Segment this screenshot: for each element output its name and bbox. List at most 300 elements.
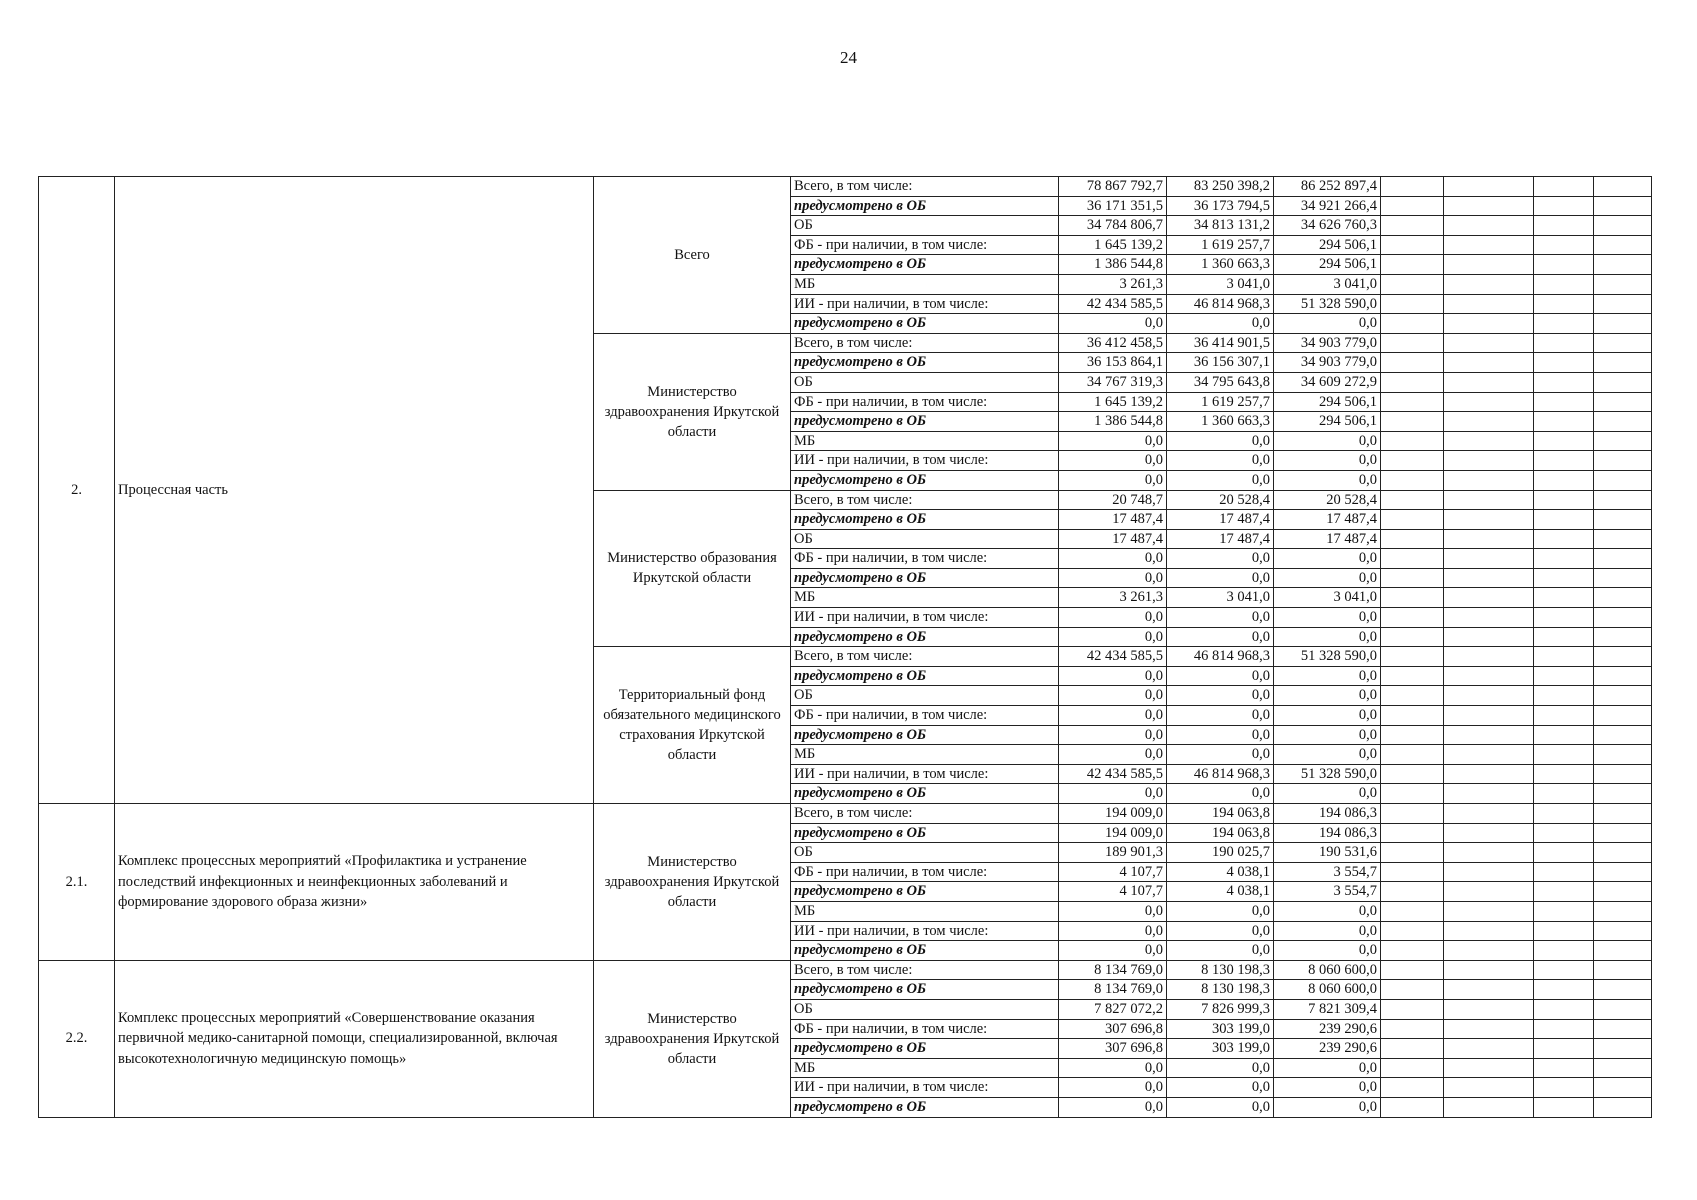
amount-cell: 7 827 072,2 xyxy=(1059,999,1167,1019)
funding-source: предусмотрено в ОБ xyxy=(791,941,1059,961)
amount-cell: 194 086,3 xyxy=(1274,804,1381,824)
amount-cell: 36 414 901,5 xyxy=(1167,333,1274,353)
amount-cell: 194 063,8 xyxy=(1167,804,1274,824)
funding-source: МБ xyxy=(791,901,1059,921)
funding-source: предусмотрено в ОБ xyxy=(791,568,1059,588)
empty-cell xyxy=(1381,745,1444,765)
empty-cell xyxy=(1444,1039,1534,1059)
empty-cell xyxy=(1534,960,1594,980)
amount-cell: 0,0 xyxy=(1167,568,1274,588)
funding-source: предусмотрено в ОБ xyxy=(791,784,1059,804)
funding-source: ОБ xyxy=(791,843,1059,863)
empty-cell xyxy=(1444,647,1534,667)
funding-source: ИИ - при наличии, в том числе: xyxy=(791,451,1059,471)
empty-cell xyxy=(1444,274,1534,294)
amount-cell: 0,0 xyxy=(1274,784,1381,804)
amount-cell: 17 487,4 xyxy=(1167,510,1274,530)
empty-cell xyxy=(1381,216,1444,236)
empty-cell xyxy=(1594,451,1652,471)
empty-cell xyxy=(1594,823,1652,843)
empty-cell xyxy=(1444,1058,1534,1078)
empty-cell xyxy=(1444,549,1534,569)
empty-cell xyxy=(1594,470,1652,490)
amount-cell: 1 360 663,3 xyxy=(1167,412,1274,432)
amount-cell: 1 645 139,2 xyxy=(1059,392,1167,412)
amount-cell: 239 290,6 xyxy=(1274,1039,1381,1059)
amount-cell: 0,0 xyxy=(1167,784,1274,804)
empty-cell xyxy=(1381,333,1444,353)
amount-cell: 51 328 590,0 xyxy=(1274,294,1381,314)
amount-cell: 20 528,4 xyxy=(1167,490,1274,510)
amount-cell: 34 903 779,0 xyxy=(1274,353,1381,373)
amount-cell: 34 626 760,3 xyxy=(1274,216,1381,236)
amount-cell: 42 434 585,5 xyxy=(1059,764,1167,784)
empty-cell xyxy=(1444,216,1534,236)
empty-cell xyxy=(1444,843,1534,863)
empty-cell xyxy=(1381,999,1444,1019)
empty-cell xyxy=(1594,412,1652,432)
amount-cell: 194 086,3 xyxy=(1274,823,1381,843)
empty-cell xyxy=(1444,1078,1534,1098)
empty-cell xyxy=(1534,470,1594,490)
amount-cell: 294 506,1 xyxy=(1274,392,1381,412)
amount-cell: 0,0 xyxy=(1274,666,1381,686)
empty-cell xyxy=(1381,706,1444,726)
empty-cell xyxy=(1381,960,1444,980)
empty-cell xyxy=(1594,941,1652,961)
funding-source: предусмотрено в ОБ xyxy=(791,412,1059,432)
amount-cell: 0,0 xyxy=(1059,1058,1167,1078)
funding-source: ФБ - при наличии, в том числе: xyxy=(791,862,1059,882)
amount-cell: 4 038,1 xyxy=(1167,882,1274,902)
empty-cell xyxy=(1594,725,1652,745)
empty-cell xyxy=(1594,999,1652,1019)
empty-cell xyxy=(1381,588,1444,608)
empty-cell xyxy=(1594,196,1652,216)
amount-cell: 239 290,6 xyxy=(1274,1019,1381,1039)
empty-cell xyxy=(1444,451,1534,471)
empty-cell xyxy=(1594,333,1652,353)
funding-source: предусмотрено в ОБ xyxy=(791,1039,1059,1059)
amount-cell: 34 903 779,0 xyxy=(1274,333,1381,353)
amount-cell: 0,0 xyxy=(1167,921,1274,941)
empty-cell xyxy=(1594,216,1652,236)
empty-cell xyxy=(1444,294,1534,314)
empty-cell xyxy=(1534,706,1594,726)
empty-cell xyxy=(1381,784,1444,804)
amount-cell: 0,0 xyxy=(1274,314,1381,334)
amount-cell: 307 696,8 xyxy=(1059,1019,1167,1039)
amount-cell: 0,0 xyxy=(1274,451,1381,471)
amount-cell: 0,0 xyxy=(1167,314,1274,334)
amount-cell: 0,0 xyxy=(1167,1097,1274,1117)
funding-source: МБ xyxy=(791,588,1059,608)
amount-cell: 0,0 xyxy=(1274,901,1381,921)
empty-cell xyxy=(1444,177,1534,197)
amount-cell: 0,0 xyxy=(1167,1078,1274,1098)
amount-cell: 20 528,4 xyxy=(1274,490,1381,510)
amount-cell: 0,0 xyxy=(1059,627,1167,647)
amount-cell: 0,0 xyxy=(1274,608,1381,628)
amount-cell: 0,0 xyxy=(1167,706,1274,726)
empty-cell xyxy=(1381,764,1444,784)
funding-table xyxy=(38,176,1652,1118)
empty-cell xyxy=(1534,431,1594,451)
funding-source: ФБ - при наличии, в том числе: xyxy=(791,1019,1059,1039)
empty-cell xyxy=(1444,392,1534,412)
amount-cell: 17 487,4 xyxy=(1059,529,1167,549)
amount-cell: 3 261,3 xyxy=(1059,588,1167,608)
amount-cell: 0,0 xyxy=(1274,1078,1381,1098)
empty-cell xyxy=(1444,1019,1534,1039)
funding-source: ОБ xyxy=(791,686,1059,706)
empty-cell xyxy=(1594,843,1652,863)
empty-cell xyxy=(1594,1039,1652,1059)
amount-cell: 0,0 xyxy=(1059,686,1167,706)
empty-cell xyxy=(1381,431,1444,451)
empty-cell xyxy=(1444,823,1534,843)
amount-cell: 303 199,0 xyxy=(1167,1039,1274,1059)
amount-cell: 46 814 968,3 xyxy=(1167,764,1274,784)
funding-source: ФБ - при наличии, в том числе: xyxy=(791,706,1059,726)
empty-cell xyxy=(1444,901,1534,921)
empty-cell xyxy=(1381,549,1444,569)
executor-name: Министерство здравоохранения Иркутской области xyxy=(594,960,791,1117)
amount-cell: 1 386 544,8 xyxy=(1059,412,1167,432)
amount-cell: 0,0 xyxy=(1274,1097,1381,1117)
funding-source: предусмотрено в ОБ xyxy=(791,1097,1059,1117)
empty-cell xyxy=(1381,666,1444,686)
empty-cell xyxy=(1594,549,1652,569)
amount-cell: 1 619 257,7 xyxy=(1167,235,1274,255)
empty-cell xyxy=(1534,372,1594,392)
empty-cell xyxy=(1444,529,1534,549)
amount-cell: 0,0 xyxy=(1059,941,1167,961)
amount-cell: 17 487,4 xyxy=(1059,510,1167,530)
empty-cell xyxy=(1381,627,1444,647)
empty-cell xyxy=(1444,784,1534,804)
amount-cell: 34 813 131,2 xyxy=(1167,216,1274,236)
empty-cell xyxy=(1594,706,1652,726)
program-name: Комплекс процессных мероприятий «Профилактика и устранение последствий инфекционных и неинфекционных заболеваний и формирование здорового образа жизни» xyxy=(115,804,594,961)
executor-name: Всего xyxy=(594,177,791,334)
empty-cell xyxy=(1534,529,1594,549)
empty-cell xyxy=(1381,941,1444,961)
empty-cell xyxy=(1381,177,1444,197)
empty-cell xyxy=(1444,882,1534,902)
empty-cell xyxy=(1594,529,1652,549)
empty-cell xyxy=(1594,980,1652,1000)
executor-name: Министерство образования Иркутской области xyxy=(594,490,791,647)
amount-cell: 8 060 600,0 xyxy=(1274,980,1381,1000)
empty-cell xyxy=(1381,314,1444,334)
program-name: Комплекс процессных мероприятий «Совершенствование оказания первичной медико-санитарной помощи, специализированной, включая высокотехнологичную медицинскую помощь» xyxy=(115,960,594,1117)
funding-source: предусмотрено в ОБ xyxy=(791,255,1059,275)
empty-cell xyxy=(1594,686,1652,706)
empty-cell xyxy=(1381,647,1444,667)
amount-cell: 4 107,7 xyxy=(1059,882,1167,902)
empty-cell xyxy=(1534,1078,1594,1098)
program-name: Процессная часть xyxy=(115,177,594,804)
empty-cell xyxy=(1381,1058,1444,1078)
amount-cell: 8 130 198,3 xyxy=(1167,960,1274,980)
executor-name: Министерство здравоохранения Иркутской области xyxy=(594,333,791,490)
funding-source: ИИ - при наличии, в том числе: xyxy=(791,294,1059,314)
empty-cell xyxy=(1534,823,1594,843)
amount-cell: 34 795 643,8 xyxy=(1167,372,1274,392)
amount-cell: 0,0 xyxy=(1274,627,1381,647)
amount-cell: 0,0 xyxy=(1274,941,1381,961)
funding-source: МБ xyxy=(791,274,1059,294)
empty-cell xyxy=(1444,431,1534,451)
empty-cell xyxy=(1594,274,1652,294)
amount-cell: 190 531,6 xyxy=(1274,843,1381,863)
empty-cell xyxy=(1534,804,1594,824)
empty-cell xyxy=(1381,921,1444,941)
table-row xyxy=(39,804,1652,824)
amount-cell: 0,0 xyxy=(1167,941,1274,961)
amount-cell: 8 134 769,0 xyxy=(1059,980,1167,1000)
amount-cell: 189 901,3 xyxy=(1059,843,1167,863)
empty-cell xyxy=(1381,686,1444,706)
amount-cell: 0,0 xyxy=(1059,725,1167,745)
amount-cell: 17 487,4 xyxy=(1274,510,1381,530)
empty-cell xyxy=(1534,999,1594,1019)
empty-cell xyxy=(1534,568,1594,588)
amount-cell: 0,0 xyxy=(1059,549,1167,569)
amount-cell: 3 041,0 xyxy=(1274,588,1381,608)
amount-cell: 0,0 xyxy=(1059,706,1167,726)
amount-cell: 294 506,1 xyxy=(1274,412,1381,432)
empty-cell xyxy=(1444,627,1534,647)
empty-cell xyxy=(1534,627,1594,647)
empty-cell xyxy=(1381,882,1444,902)
empty-cell xyxy=(1381,510,1444,530)
amount-cell: 0,0 xyxy=(1167,608,1274,628)
empty-cell xyxy=(1594,862,1652,882)
amount-cell: 194 063,8 xyxy=(1167,823,1274,843)
amount-cell: 34 784 806,7 xyxy=(1059,216,1167,236)
funding-source: предусмотрено в ОБ xyxy=(791,882,1059,902)
amount-cell: 0,0 xyxy=(1167,745,1274,765)
empty-cell xyxy=(1381,568,1444,588)
empty-cell xyxy=(1594,764,1652,784)
amount-cell: 0,0 xyxy=(1274,725,1381,745)
empty-cell xyxy=(1444,196,1534,216)
empty-cell xyxy=(1534,725,1594,745)
empty-cell xyxy=(1381,235,1444,255)
amount-cell: 0,0 xyxy=(1059,314,1167,334)
funding-source: МБ xyxy=(791,1058,1059,1078)
empty-cell xyxy=(1534,686,1594,706)
empty-cell xyxy=(1534,1039,1594,1059)
empty-cell xyxy=(1381,725,1444,745)
amount-cell: 0,0 xyxy=(1274,1058,1381,1078)
empty-cell xyxy=(1594,1058,1652,1078)
amount-cell: 1 386 544,8 xyxy=(1059,255,1167,275)
amount-cell: 51 328 590,0 xyxy=(1274,764,1381,784)
funding-source: предусмотрено в ОБ xyxy=(791,666,1059,686)
empty-cell xyxy=(1594,177,1652,197)
amount-cell: 0,0 xyxy=(1059,568,1167,588)
amount-cell: 36 153 864,1 xyxy=(1059,353,1167,373)
empty-cell xyxy=(1534,549,1594,569)
empty-cell xyxy=(1444,372,1534,392)
row-number: 2.2. xyxy=(39,960,115,1117)
empty-cell xyxy=(1534,255,1594,275)
executor-name: Территориальный фонд обязательного медицинского страхования Иркутской области xyxy=(594,647,791,804)
empty-cell xyxy=(1444,862,1534,882)
empty-cell xyxy=(1381,294,1444,314)
funding-source: Всего, в том числе: xyxy=(791,960,1059,980)
empty-cell xyxy=(1594,1078,1652,1098)
empty-cell xyxy=(1444,941,1534,961)
funding-source: Всего, в том числе: xyxy=(791,647,1059,667)
empty-cell xyxy=(1444,314,1534,334)
amount-cell: 0,0 xyxy=(1059,745,1167,765)
empty-cell xyxy=(1594,314,1652,334)
amount-cell: 42 434 585,5 xyxy=(1059,647,1167,667)
empty-cell xyxy=(1444,353,1534,373)
empty-cell xyxy=(1444,568,1534,588)
amount-cell: 0,0 xyxy=(1167,1058,1274,1078)
amount-cell: 0,0 xyxy=(1059,431,1167,451)
funding-source: МБ xyxy=(791,745,1059,765)
amount-cell: 0,0 xyxy=(1274,470,1381,490)
amount-cell: 17 487,4 xyxy=(1274,529,1381,549)
empty-cell xyxy=(1594,901,1652,921)
empty-cell xyxy=(1381,529,1444,549)
funding-source: ИИ - при наличии, в том числе: xyxy=(791,1078,1059,1098)
empty-cell xyxy=(1381,1078,1444,1098)
amount-cell: 36 171 351,5 xyxy=(1059,196,1167,216)
empty-cell xyxy=(1381,392,1444,412)
empty-cell xyxy=(1534,980,1594,1000)
empty-cell xyxy=(1594,1019,1652,1039)
empty-cell xyxy=(1534,510,1594,530)
amount-cell: 0,0 xyxy=(1167,627,1274,647)
amount-cell: 34 767 319,3 xyxy=(1059,372,1167,392)
empty-cell xyxy=(1381,980,1444,1000)
empty-cell xyxy=(1594,235,1652,255)
empty-cell xyxy=(1444,999,1534,1019)
amount-cell: 0,0 xyxy=(1274,686,1381,706)
empty-cell xyxy=(1534,1097,1594,1117)
empty-cell xyxy=(1534,294,1594,314)
empty-cell xyxy=(1381,372,1444,392)
empty-cell xyxy=(1594,588,1652,608)
empty-cell xyxy=(1534,784,1594,804)
empty-cell xyxy=(1594,627,1652,647)
empty-cell xyxy=(1444,666,1534,686)
empty-cell xyxy=(1444,706,1534,726)
amount-cell: 0,0 xyxy=(1059,901,1167,921)
empty-cell xyxy=(1594,804,1652,824)
empty-cell xyxy=(1594,882,1652,902)
empty-cell xyxy=(1594,921,1652,941)
empty-cell xyxy=(1534,862,1594,882)
amount-cell: 0,0 xyxy=(1274,431,1381,451)
amount-cell: 0,0 xyxy=(1059,451,1167,471)
funding-source: Всего, в том числе: xyxy=(791,490,1059,510)
funding-source: Всего, в том числе: xyxy=(791,333,1059,353)
amount-cell: 4 038,1 xyxy=(1167,862,1274,882)
empty-cell xyxy=(1381,823,1444,843)
funding-source: предусмотрено в ОБ xyxy=(791,470,1059,490)
row-number: 2.1. xyxy=(39,804,115,961)
amount-cell: 34 921 266,4 xyxy=(1274,196,1381,216)
funding-source: ОБ xyxy=(791,372,1059,392)
empty-cell xyxy=(1444,804,1534,824)
amount-cell: 7 821 309,4 xyxy=(1274,999,1381,1019)
empty-cell xyxy=(1381,901,1444,921)
amount-cell: 7 826 999,3 xyxy=(1167,999,1274,1019)
amount-cell: 307 696,8 xyxy=(1059,1039,1167,1059)
amount-cell: 294 506,1 xyxy=(1274,255,1381,275)
empty-cell xyxy=(1381,1019,1444,1039)
empty-cell xyxy=(1444,588,1534,608)
amount-cell: 190 025,7 xyxy=(1167,843,1274,863)
amount-cell: 51 328 590,0 xyxy=(1274,647,1381,667)
empty-cell xyxy=(1534,274,1594,294)
empty-cell xyxy=(1534,196,1594,216)
funding-source: предусмотрено в ОБ xyxy=(791,980,1059,1000)
amount-cell: 0,0 xyxy=(1274,706,1381,726)
amount-cell: 3 041,0 xyxy=(1274,274,1381,294)
empty-cell xyxy=(1444,725,1534,745)
amount-cell: 294 506,1 xyxy=(1274,235,1381,255)
empty-cell xyxy=(1534,353,1594,373)
funding-source: ФБ - при наличии, в том числе: xyxy=(791,392,1059,412)
empty-cell xyxy=(1534,216,1594,236)
empty-cell xyxy=(1534,921,1594,941)
funding-source: Всего, в том числе: xyxy=(791,804,1059,824)
empty-cell xyxy=(1534,1019,1594,1039)
empty-cell xyxy=(1594,1097,1652,1117)
amount-cell: 3 041,0 xyxy=(1167,588,1274,608)
amount-cell: 46 814 968,3 xyxy=(1167,647,1274,667)
table-row xyxy=(39,177,1652,197)
amount-cell: 0,0 xyxy=(1059,784,1167,804)
empty-cell xyxy=(1381,843,1444,863)
row-number: 2. xyxy=(39,177,115,804)
empty-cell xyxy=(1534,314,1594,334)
amount-cell: 0,0 xyxy=(1274,745,1381,765)
funding-source: ОБ xyxy=(791,216,1059,236)
amount-cell: 0,0 xyxy=(1059,608,1167,628)
empty-cell xyxy=(1534,588,1594,608)
empty-cell xyxy=(1534,235,1594,255)
amount-cell: 20 748,7 xyxy=(1059,490,1167,510)
amount-cell: 0,0 xyxy=(1059,666,1167,686)
empty-cell xyxy=(1594,353,1652,373)
funding-source: предусмотрено в ОБ xyxy=(791,510,1059,530)
empty-cell xyxy=(1444,764,1534,784)
amount-cell: 0,0 xyxy=(1167,549,1274,569)
page-number: 24 xyxy=(840,48,857,67)
empty-cell xyxy=(1534,941,1594,961)
amount-cell: 194 009,0 xyxy=(1059,804,1167,824)
table-row xyxy=(39,960,1652,980)
funding-source: ФБ - при наличии, в том числе: xyxy=(791,235,1059,255)
funding-source: ОБ xyxy=(791,529,1059,549)
amount-cell: 0,0 xyxy=(1059,470,1167,490)
funding-source: предусмотрено в ОБ xyxy=(791,353,1059,373)
empty-cell xyxy=(1381,470,1444,490)
empty-cell xyxy=(1444,980,1534,1000)
amount-cell: 0,0 xyxy=(1167,470,1274,490)
empty-cell xyxy=(1594,647,1652,667)
